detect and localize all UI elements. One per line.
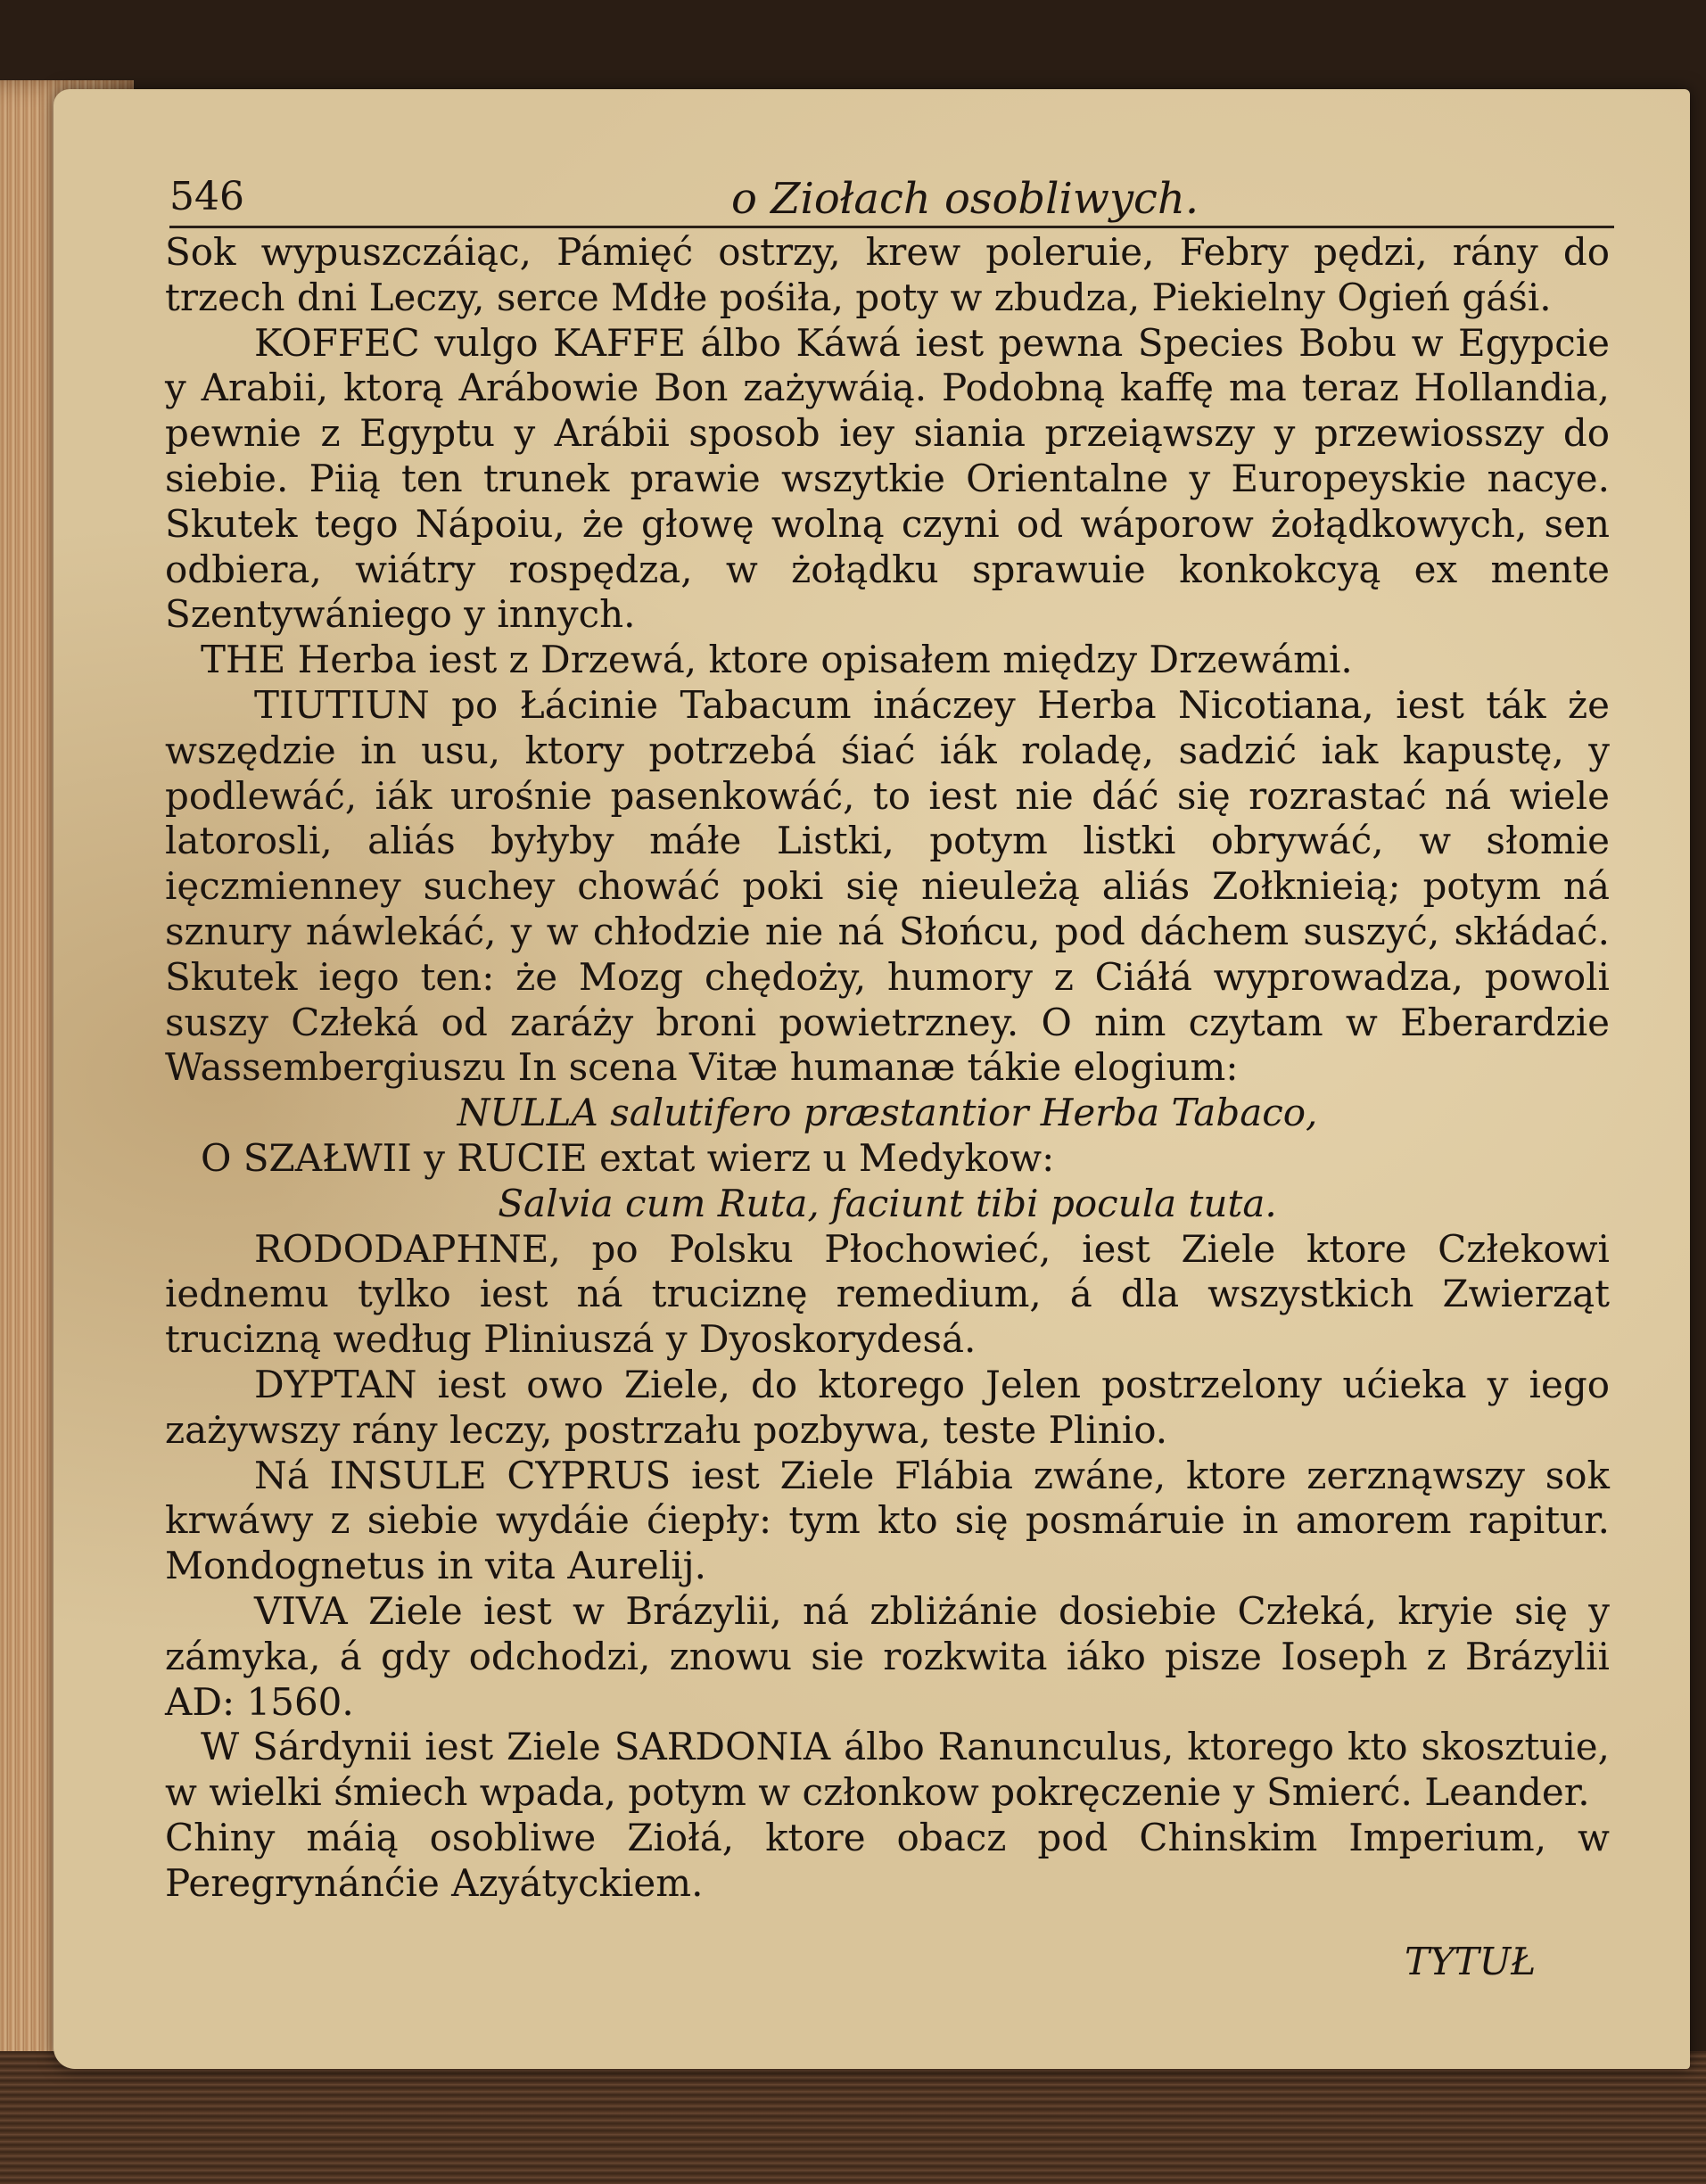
- page-header: [169, 174, 1614, 227]
- paragraph: THE Herba iest z Drzewá, ktore opisałem między Drzewámi.: [201, 638, 1353, 682]
- page-number: 546: [169, 174, 244, 219]
- paragraph: KOFFEC vulgo KAFFE álbo Káwá iest pewna Species Bobu w Egypcie y Arabii, ktorą Arábowie Bon zażywáią. Podobną kaffę ma teraz Hollandia, pewnie z Egyptu y Arábii sposob iey siania przeiąwszy y przewiosszy do siebie. Piią ten trunek prawie wszytkie Orientalne y Europeyskie nacye. Skutek tego Nápoiu, że głowę wolną czyni od wáporow żołądkowych, sen odbiera, wiátry rospędza, w żołądku sprawuie konkokcyą ex mente Szentywániego y innych.: [165, 320, 1610, 637]
- paragraph: TIUTIUN po Łácinie Tabacum ináczey Herba Nicotiana, iest ták że wszędzie in usu, ktory potrzebá śiać iák roladę, sadzić iak kapustę, y podlewáć, iák urośnie pasenkowáć, to iest nie dáć się rozrastać ná wiele latorosli, aliás byłyby máłe Listki, potym listki obrywáć, w słomie ięczmienney suchey chowáć poki się nieuleżą aliás Zołknieią; potym ná sznury náwlekáć, y w chłodzie nie ná Słońcu, pod dáchem suszyć, skłádać. Skutek iego ten: że Mozg chędoży, humory z Ciáłá wyprowadza, powoli suszy Człeká od zaráży broni powietrzney. O nim czytam w Eberardzie Wassembergiuszu In scena Vitæ humanæ tákie elogium:: [165, 682, 1610, 1090]
- paragraph: RODODAPHNE, po Polsku Płochowieć, iest Ziele ktore Człekowi iednemu tylko iest ná truciznę remedium, á dla wszystkich Zwierząt trucizną według Pliniuszá y Dyoskorydesá.: [165, 1226, 1610, 1362]
- paragraph: VIVA Ziele iest w Brázylii, ná zbliżánie dosiebie Człeká, kryie się y zámyka, á gdy odchodzi, znowu sie rozkwita iáko pisze Ioseph z Brázylii AD: 1560.: [165, 1588, 1610, 1724]
- paragraph: O SZAŁWII y RUCIE extat wierz u Medykow:: [201, 1135, 1055, 1180]
- paragraph: W Sárdynii iest Ziele SARDONIA álbo Ranunculus, ktorego kto skosztuie, w wielki śmiech wpada, potym w członkow pokręczenie y Smierć. Leander.: [165, 1725, 1610, 1815]
- book-bottom-edge: [0, 2051, 1706, 2184]
- verse-line: NULLA salutifero præstantior Herba Tabaco,: [457, 1091, 1318, 1135]
- paragraph: Sok wypuszczáiąc, Pámięć ostrzy, krew poleruie, Febry pędzi, rány do trzech dni Leczy, serce Mdłe pośiła, poty w zbudza, Piekielny Ogień gáśi.: [165, 230, 1610, 319]
- paragraph: Chiny máią osobliwe Ziołá, ktore obacz pod Chinskim Imperium, w Peregrynánćie Azyátyckiem.: [165, 1815, 1610, 1905]
- catchword: TYTUŁ: [1405, 1940, 1537, 1983]
- paragraph: Ná INSULE CYPRUS iest Ziele Flábia zwáne, ktore zerznąwszy sok krwáwy z siebie wydáie ćiepły: tym kto się posmáruie in amorem rapitur. Mondognetus in vita Aurelij.: [165, 1453, 1610, 1588]
- paragraph: DYPTAN iest owo Ziele, do ktorego Jelen postrzelony ućieka y iego zażywszy rány leczy, postrzału pozbywa, teste Plinio.: [165, 1362, 1610, 1452]
- verse-line: Salvia cum Ruta, faciunt tibi pocula tuta.: [498, 1181, 1277, 1225]
- body-text: [165, 230, 1610, 1906]
- running-head: o Ziołach osobliwych.: [731, 174, 1199, 224]
- header-rule: [169, 226, 1614, 228]
